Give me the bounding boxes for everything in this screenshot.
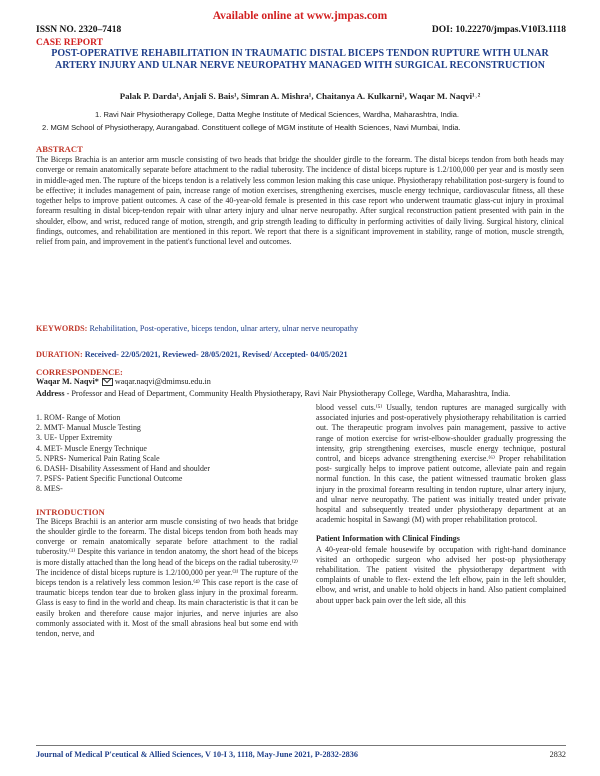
duration-label: DURATION: — [36, 350, 83, 359]
affiliation-2: 2. MGM School of Physiotherapy, Aurangabad. Constituent college of MGM institute of Health Sciences, Navi Mumbai, India. — [42, 123, 461, 132]
abbreviation-item: 8. MES- — [36, 484, 63, 494]
abbreviation-list — [36, 413, 298, 495]
keywords-label: KEYWORDS: — [36, 324, 88, 333]
right-column — [316, 403, 566, 606]
abbreviation-item: 7. PSFS- Patient Specific Functional Outcome — [36, 474, 183, 484]
abbreviation-item: 3. UE- Upper Extremity — [36, 433, 113, 443]
doi-number[interactable]: DOI: 10.22270/jmpas.V10I3.1118 — [431, 25, 566, 35]
introduction-heading: INTRODUCTION — [36, 506, 105, 517]
patient-info-text: A 40-year-old female housewife by occupation with right-hand dominance visited an orthopedic surgeon who advised her post-op physiotherapy rehabilitation. The patient visited the physiotherapy department with complaints of unable to flex- extend the left elbow, pain in the left shoulder, elbow, and wrist, and unable to hold objects in hand. Also patient complained about upper back pain over the left side, all this — [316, 544, 566, 605]
availability-banner[interactable]: Available online at www.jmpas.com — [212, 10, 388, 22]
abbreviation-item: 5. NPRS- Numerical Pain Rating Scale — [36, 453, 160, 463]
correspondent-email[interactable]: waqar.naqvi@dmimsu.edu.in — [114, 377, 211, 386]
duration-line — [36, 350, 564, 359]
affiliation-1: 1. Ravi Nair Physiotherapy College, Datta Meghe Institute of Medical Sciences, Wardha, Maharashtra, India. — [95, 110, 459, 119]
page-number: 2832 — [549, 750, 566, 759]
mail-icon — [102, 378, 113, 386]
author-list: Palak P. Darda¹, Anjali S. Bais¹, Simran A. Mishra¹, Chaitanya A. Kulkarni¹, Waqar M. Naqvi¹˒² — [119, 91, 481, 101]
patient-info-heading: Patient Information with Clinical Findings — [316, 534, 460, 544]
issn-number: ISSN NO. 2320–7418 — [36, 25, 122, 35]
paper-title: POST-OPERATIVE REHABILITATION IN TRAUMATIC DISTAL BICEPS TENDON RUPTURE WITH ULNAR ARTERY INJURY AND ULNAR NERVE NEUROPATHY MANAGED WITH SURGICAL RECONSTRUCTION — [51, 48, 549, 71]
correspondent-name: Waqar M. Naqvi* — [36, 377, 99, 386]
article-type: CASE REPORT — [36, 38, 103, 48]
abbreviation-item: 4. MET- Muscle Energy Technique — [36, 443, 147, 453]
introduction-text: The Biceps Brachii is an anterior arm muscle consisting of two heads that bridge the shoulder girdle to the forearm. The distal biceps tendon from both heads may converge or remain anatomically separate before attachment to the radial tuberosity.⁽¹⁾ Despite this variance in tendon anatomy, the short head of the biceps is more distally attached than the long head of the biceps on the radial tuberosity.⁽²⁾ The incidence of distal biceps rupture is 1.2/100,000 per year.⁽³⁾ The rupture of the biceps tendon is a relatively less common lesion.⁽⁴⁾ This case report is the case of traumatic biceps tendon tear due to broken glass injury in the proximal forearm. Glass is easy to find in the world and cheap. Its main characteristic is that it can be easily broken and therefore cause major injuries, and nerve injuries are also commonly associated with it. Most of the small abrasions heal but some end with tendon, nerve, and — [36, 516, 298, 638]
correspondence-address — [36, 389, 564, 399]
abbreviation-item: 1. ROM- Range of Motion — [36, 413, 121, 422]
introduction-continuation: blood vessel cuts.⁽⁵⁾ Usually, tendon ruptures are managed surgically with associated injuries and post-operatively physiotherapy rehabilitation is carried out. The therapeutic program involves pain management, passive to active range of motion exercise for wrist-elbow-shoulder gradually progressing the intensity, grip strengthening exercises, muscle energy technique, postural control, and biceps advance strengthening exercise.⁽⁶⁾ Proper rehabilitation post- surgically helps to improve patient outcome, alleviate pain and regain normal function. In this case, the patient witnessed traumatic broken glass injury in the proximal forearm resulting in tendon rupture, ulnar artery injury, and ulnar nerve neuropathy. The patient was initially treated under private hospital and subsequently treated under physiotherapy department at an academic hospital in Sawangi (M) with proper rehabilitation protocol. — [316, 403, 566, 525]
abbreviation-item: 2. MMT- Manual Muscle Testing — [36, 423, 141, 433]
keywords-value: Rehabilitation, Post-operative, biceps tendon, ulnar artery, ulnar nerve neuropathy — [89, 324, 359, 333]
left-column — [36, 413, 298, 639]
journal-footer: Journal of Medical P'ceutical & Allied Sciences, V 10-I 3, 1118, May-June 2021, P-2832-2836 — [36, 750, 358, 759]
duration-value: Received- 22/05/2021, Reviewed- 28/05/2021, Revised/ Accepted- 04/05/2021 — [84, 350, 348, 359]
correspondence-name-line — [36, 377, 211, 387]
address-text: - Professor and Head of Department, Community Health Physiotherapy, Ravi Nair Physiotherapy College, Wardha, Maharashtra, India. — [64, 389, 511, 398]
abstract-text: The Biceps Brachia is an anterior arm muscle consisting of two heads that bridge the shoulder girdle to the forearm. The distal biceps tendon from both heads may converge or remain anatomically separate before attachment to the radial tuberosity. The incidence of distal biceps rupture is 1.2/100,000 per year and is mostly seen in middle-aged men. The rupture of the biceps tendon is a relatively less common lesion making this case unique. Physiotherapy rehabilitation post-surgery is found to be effective; it includes management of pain, increase range of motion exercises, strengthening exercises, muscle energy technique, cardiovascular fitness, all these together helps to improve patient outcomes. A case of the 40-year-old female is presented in this case report who underwent traumatic glass-cut injury in proximal forearm resulting in distal bicep-tendon repair with ulnar artery injury and ulnar nerve neuropathy. After surgical reconstruction patient presented with pain in the shoulder, elbow, and wrist, reduced range of motion, strength, and grip strength leading to difficulty in performing activities of daily living. Surgical history, clinical findings, outcomes, and rehabilitation are mentioned in this report. We report that there is a significant improvement in stability, range of motion, muscle strength, relief from pain, and improvement in the patient's functional level and outcomes. — [36, 155, 564, 247]
abstract-heading: ABSTRACT — [36, 144, 83, 154]
correspondence-heading: CORRESPONDENCE: — [36, 367, 123, 377]
abbreviation-item: 6. DASH- Disability Assessment of Hand and shoulder — [36, 463, 211, 473]
footer-divider — [36, 745, 566, 746]
keywords-line — [36, 324, 564, 333]
address-label: Address — [36, 389, 65, 398]
